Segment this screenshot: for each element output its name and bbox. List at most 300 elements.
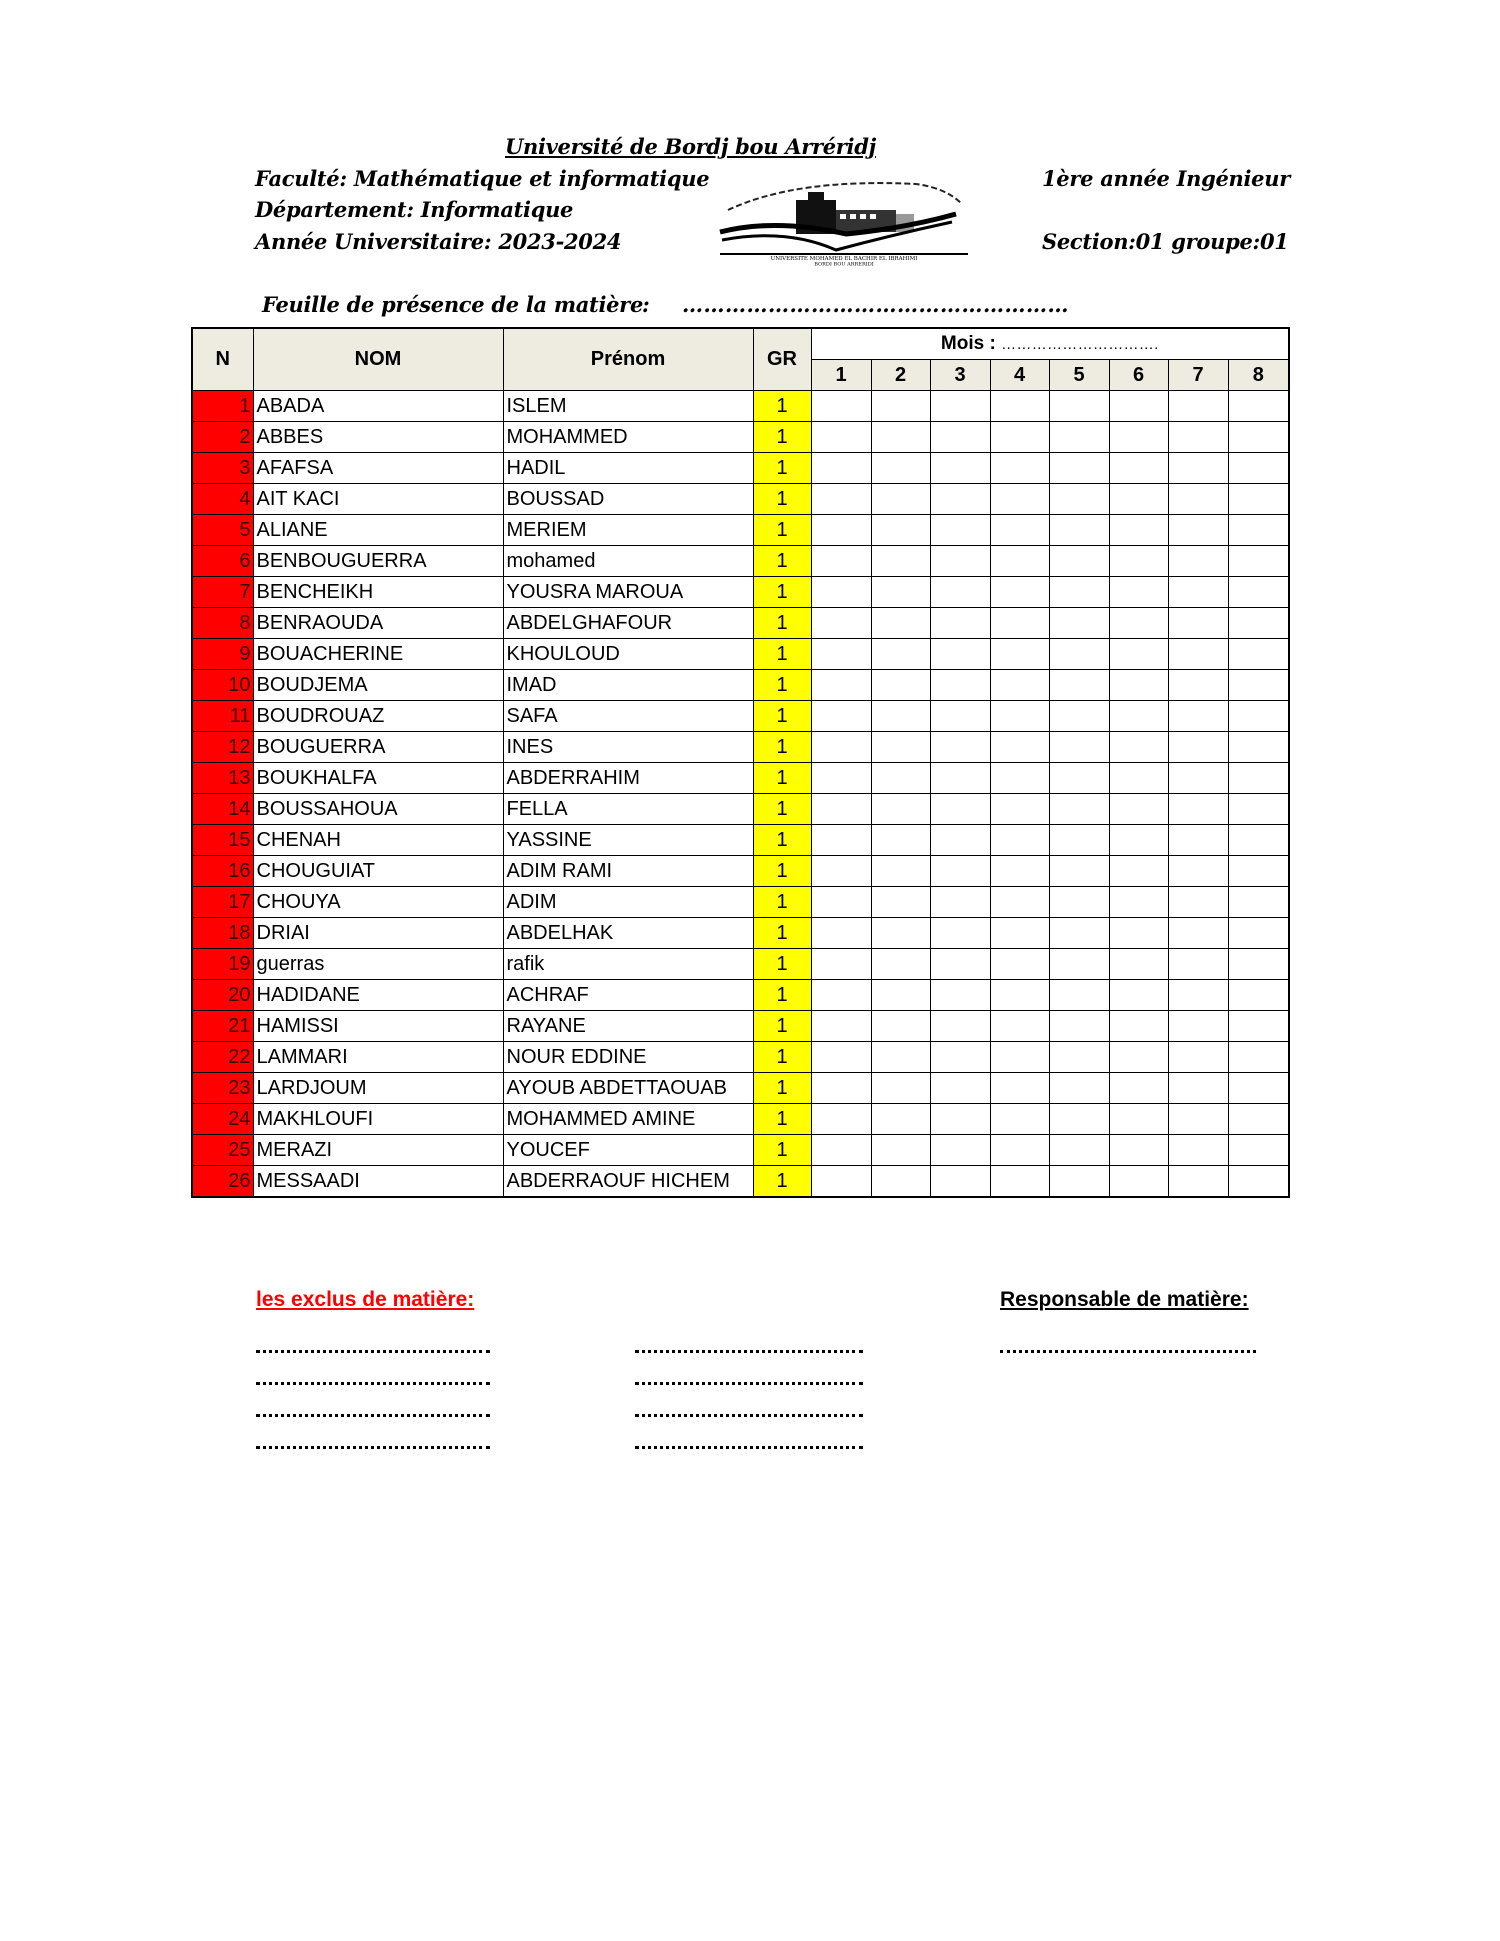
- attendance-cell-day-4[interactable]: [990, 1042, 1049, 1073]
- attendance-cell-day-2[interactable]: [871, 484, 930, 515]
- attendance-cell-day-5[interactable]: [1049, 980, 1109, 1011]
- table-row: [192, 1042, 1289, 1073]
- attendance-cell-day-6[interactable]: [1109, 825, 1168, 856]
- attendance-cell-day-3[interactable]: [930, 670, 990, 701]
- attendance-cell-day-7[interactable]: [1168, 1104, 1228, 1135]
- attendance-cell-day-2[interactable]: [871, 763, 930, 794]
- responsible-heading: Responsable de matière:: [1000, 1288, 1249, 1311]
- attendance-cell-day-1[interactable]: [811, 732, 871, 763]
- student-group: 1: [753, 546, 811, 577]
- attendance-cell-day-3[interactable]: [930, 1135, 990, 1166]
- attendance-cell-day-8[interactable]: [1228, 639, 1289, 670]
- table-row: [192, 608, 1289, 639]
- academic-year-label: Année Universitaire: 2023-2024: [255, 229, 622, 254]
- responsible-signature-line: [1000, 1350, 1256, 1353]
- excluded-blank-line-4: [256, 1446, 490, 1449]
- attendance-cell-day-4[interactable]: [990, 1011, 1049, 1042]
- attendance-cell-day-8[interactable]: [1228, 980, 1289, 1011]
- column-header-gr: GR: [753, 328, 811, 391]
- student-nom: guerras: [253, 949, 503, 980]
- attendance-cell-day-1[interactable]: [811, 701, 871, 732]
- student-nom: DRIAI: [253, 918, 503, 949]
- student-group: 1: [753, 391, 811, 422]
- attendance-cell-day-7[interactable]: [1168, 1042, 1228, 1073]
- attendance-cell-day-5[interactable]: [1049, 949, 1109, 980]
- department-label: Département: Informatique: [255, 197, 574, 222]
- attendance-cell-day-3[interactable]: [930, 887, 990, 918]
- attendance-cell-day-1[interactable]: [811, 856, 871, 887]
- day-header-4: 4: [990, 360, 1049, 391]
- attendance-cell-day-3[interactable]: [930, 980, 990, 1011]
- attendance-cell-day-8[interactable]: [1228, 825, 1289, 856]
- attendance-cell-day-2[interactable]: [871, 515, 930, 546]
- attendance-cell-day-6[interactable]: [1109, 701, 1168, 732]
- attendance-cell-day-3[interactable]: [930, 453, 990, 484]
- student-group: 1: [753, 1042, 811, 1073]
- attendance-cell-day-3[interactable]: [930, 918, 990, 949]
- attendance-cell-day-3[interactable]: [930, 763, 990, 794]
- table-row: [192, 577, 1289, 608]
- attendance-cell-day-1[interactable]: [811, 608, 871, 639]
- attendance-subject-line: [262, 292, 1069, 317]
- table-row: [192, 763, 1289, 794]
- attendance-cell-day-8[interactable]: [1228, 608, 1289, 639]
- student-group: 1: [753, 639, 811, 670]
- student-prenom: MOHAMMED AMINE: [503, 1104, 753, 1135]
- student-group: 1: [753, 1135, 811, 1166]
- table-row: [192, 825, 1289, 856]
- attendance-cell-day-1[interactable]: [811, 453, 871, 484]
- attendance-cell-day-6[interactable]: [1109, 639, 1168, 670]
- student-group: 1: [753, 453, 811, 484]
- attendance-cell-day-6[interactable]: [1109, 856, 1168, 887]
- attendance-cell-day-5[interactable]: [1049, 763, 1109, 794]
- attendance-cell-day-1[interactable]: [811, 980, 871, 1011]
- attendance-cell-day-1[interactable]: [811, 639, 871, 670]
- university-logo: [716, 170, 972, 266]
- table-row: [192, 670, 1289, 701]
- attendance-cell-day-8[interactable]: [1228, 1166, 1289, 1198]
- attendance-cell-day-7[interactable]: [1168, 825, 1228, 856]
- month-label: Mois :: [940, 333, 996, 354]
- attendance-cell-day-7[interactable]: [1168, 949, 1228, 980]
- student-group: 1: [753, 422, 811, 453]
- attendance-cell-day-6[interactable]: [1109, 794, 1168, 825]
- attendance-cell-day-8[interactable]: [1228, 732, 1289, 763]
- table-row: [192, 949, 1289, 980]
- excluded-blank-line-2: [256, 1382, 490, 1385]
- table-row: [192, 1011, 1289, 1042]
- attendance-cell-day-5[interactable]: [1049, 515, 1109, 546]
- attendance-cell-day-7[interactable]: [1168, 546, 1228, 577]
- attendance-cell-day-6[interactable]: [1109, 918, 1168, 949]
- student-prenom: ACHRAF: [503, 980, 753, 1011]
- attendance-cell-day-2[interactable]: [871, 1042, 930, 1073]
- attendance-cell-day-3[interactable]: [930, 639, 990, 670]
- attendance-cell-day-5[interactable]: [1049, 391, 1109, 422]
- attendance-cell-day-1[interactable]: [811, 577, 871, 608]
- attendance-cell-day-4[interactable]: [990, 577, 1049, 608]
- attendance-cell-day-5[interactable]: [1049, 1135, 1109, 1166]
- attendance-cell-day-4[interactable]: [990, 1135, 1049, 1166]
- row-number: 21: [192, 1011, 253, 1042]
- attendance-cell-day-5[interactable]: [1049, 670, 1109, 701]
- attendance-cell-day-8[interactable]: [1228, 453, 1289, 484]
- attendance-cell-day-3[interactable]: [930, 701, 990, 732]
- attendance-cell-day-4[interactable]: [990, 608, 1049, 639]
- table-row: [192, 1073, 1289, 1104]
- attendance-cell-day-2[interactable]: [871, 1011, 930, 1042]
- attendance-cell-day-4[interactable]: [990, 763, 1049, 794]
- attendance-cell-day-5[interactable]: [1049, 1042, 1109, 1073]
- attendance-cell-day-6[interactable]: [1109, 1073, 1168, 1104]
- student-nom: AIT KACI: [253, 484, 503, 515]
- attendance-cell-day-6[interactable]: [1109, 980, 1168, 1011]
- attendance-cell-day-4[interactable]: [990, 980, 1049, 1011]
- attendance-cell-day-8[interactable]: [1228, 1135, 1289, 1166]
- attendance-cell-day-8[interactable]: [1228, 484, 1289, 515]
- attendance-cell-day-7[interactable]: [1168, 794, 1228, 825]
- attendance-table: [191, 327, 1290, 1198]
- attendance-cell-day-6[interactable]: [1109, 453, 1168, 484]
- attendance-cell-day-5[interactable]: [1049, 732, 1109, 763]
- row-number: 26: [192, 1166, 253, 1198]
- attendance-cell-day-6[interactable]: [1109, 1135, 1168, 1166]
- attendance-cell-day-4[interactable]: [990, 887, 1049, 918]
- attendance-cell-day-5[interactable]: [1049, 577, 1109, 608]
- attendance-cell-day-2[interactable]: [871, 422, 930, 453]
- attendance-cell-day-6[interactable]: [1109, 670, 1168, 701]
- attendance-cell-day-6[interactable]: [1109, 577, 1168, 608]
- row-number: 18: [192, 918, 253, 949]
- attendance-cell-day-3[interactable]: [930, 1104, 990, 1135]
- table-row: [192, 794, 1289, 825]
- attendance-cell-day-1[interactable]: [811, 1042, 871, 1073]
- student-prenom: ABDERRAHIM: [503, 763, 753, 794]
- attendance-cell-day-3[interactable]: [930, 1042, 990, 1073]
- attendance-cell-day-3[interactable]: [930, 1011, 990, 1042]
- attendance-cell-day-2[interactable]: [871, 980, 930, 1011]
- student-prenom: rafik: [503, 949, 753, 980]
- attendance-cell-day-1[interactable]: [811, 763, 871, 794]
- attendance-cell-day-3[interactable]: [930, 1166, 990, 1198]
- attendance-cell-day-3[interactable]: [930, 484, 990, 515]
- attendance-cell-day-2[interactable]: [871, 577, 930, 608]
- attendance-cell-day-8[interactable]: [1228, 887, 1289, 918]
- attendance-cell-day-3[interactable]: [930, 732, 990, 763]
- attendance-cell-day-7[interactable]: [1168, 701, 1228, 732]
- university-logo-icon: [716, 170, 972, 266]
- month-header: [811, 328, 1289, 360]
- attendance-cell-day-2[interactable]: [871, 918, 930, 949]
- attendance-cell-day-4[interactable]: [990, 856, 1049, 887]
- attendance-cell-day-7[interactable]: [1168, 453, 1228, 484]
- day-header-7: 7: [1168, 360, 1228, 391]
- attendance-cell-day-5[interactable]: [1049, 1011, 1109, 1042]
- excluded-heading: les exclus de matière:: [256, 1288, 475, 1311]
- attendance-cell-day-3[interactable]: [930, 391, 990, 422]
- attendance-cell-day-2[interactable]: [871, 1073, 930, 1104]
- attendance-cell-day-1[interactable]: [811, 515, 871, 546]
- attendance-cell-day-4[interactable]: [990, 701, 1049, 732]
- attendance-cell-day-4[interactable]: [990, 1104, 1049, 1135]
- attendance-cell-day-7[interactable]: [1168, 887, 1228, 918]
- attendance-cell-day-7[interactable]: [1168, 484, 1228, 515]
- attendance-cell-day-1[interactable]: [811, 1104, 871, 1135]
- attendance-cell-day-4[interactable]: [990, 825, 1049, 856]
- attendance-cell-day-3[interactable]: [930, 794, 990, 825]
- attendance-label: Feuille de présence de la matière: [262, 292, 644, 317]
- row-number: 8: [192, 608, 253, 639]
- attendance-cell-day-1[interactable]: [811, 1166, 871, 1198]
- student-nom: MAKHLOUFI: [253, 1104, 503, 1135]
- attendance-cell-day-8[interactable]: [1228, 1104, 1289, 1135]
- day-header-8: 8: [1228, 360, 1289, 391]
- faculty-label: Faculté: Mathématique et informatique: [255, 166, 710, 191]
- university-title: Université de Bordj bou Arréridj: [505, 134, 876, 159]
- subject-blank-field: ………………………………………………: [682, 292, 1069, 317]
- attendance-cell-day-6[interactable]: [1109, 887, 1168, 918]
- student-nom: CHENAH: [253, 825, 503, 856]
- student-group: 1: [753, 949, 811, 980]
- attendance-cell-day-4[interactable]: [990, 515, 1049, 546]
- attendance-cell-day-2[interactable]: [871, 732, 930, 763]
- attendance-cell-day-2[interactable]: [871, 391, 930, 422]
- attendance-cell-day-2[interactable]: [871, 608, 930, 639]
- attendance-cell-day-4[interactable]: [990, 639, 1049, 670]
- row-number: 5: [192, 515, 253, 546]
- attendance-cell-day-7[interactable]: [1168, 763, 1228, 794]
- attendance-cell-day-2[interactable]: [871, 1104, 930, 1135]
- student-group: 1: [753, 670, 811, 701]
- attendance-cell-day-4[interactable]: [990, 453, 1049, 484]
- student-prenom: ISLEM: [503, 391, 753, 422]
- attendance-cell-day-8[interactable]: [1228, 1073, 1289, 1104]
- attendance-cell-day-6[interactable]: [1109, 1166, 1168, 1198]
- attendance-cell-day-4[interactable]: [990, 949, 1049, 980]
- table-row: [192, 980, 1289, 1011]
- attendance-cell-day-8[interactable]: [1228, 515, 1289, 546]
- attendance-cell-day-2[interactable]: [871, 546, 930, 577]
- attendance-cell-day-2[interactable]: [871, 949, 930, 980]
- attendance-cell-day-6[interactable]: [1109, 763, 1168, 794]
- attendance-cell-day-4[interactable]: [990, 546, 1049, 577]
- attendance-cell-day-7[interactable]: [1168, 515, 1228, 546]
- attendance-cell-day-4[interactable]: [990, 422, 1049, 453]
- student-group: 1: [753, 1073, 811, 1104]
- attendance-cell-day-4[interactable]: [990, 670, 1049, 701]
- attendance-cell-day-6[interactable]: [1109, 422, 1168, 453]
- attendance-cell-day-4[interactable]: [990, 732, 1049, 763]
- attendance-cell-day-2[interactable]: [871, 701, 930, 732]
- attendance-cell-day-1[interactable]: [811, 949, 871, 980]
- table-row: [192, 391, 1289, 422]
- attendance-cell-day-8[interactable]: [1228, 949, 1289, 980]
- attendance-cell-day-6[interactable]: [1109, 949, 1168, 980]
- attendance-cell-day-2[interactable]: [871, 1135, 930, 1166]
- attendance-cell-day-6[interactable]: [1109, 732, 1168, 763]
- student-group: 1: [753, 825, 811, 856]
- attendance-cell-day-7[interactable]: [1168, 422, 1228, 453]
- attendance-cell-day-8[interactable]: [1228, 1042, 1289, 1073]
- attendance-cell-day-2[interactable]: [871, 453, 930, 484]
- student-prenom: NOUR EDDINE: [503, 1042, 753, 1073]
- attendance-cell-day-6[interactable]: [1109, 546, 1168, 577]
- student-nom: MERAZI: [253, 1135, 503, 1166]
- attendance-cell-day-1[interactable]: [811, 1011, 871, 1042]
- day-header-6: 6: [1109, 360, 1168, 391]
- attendance-cell-day-7[interactable]: [1168, 1073, 1228, 1104]
- attendance-cell-day-4[interactable]: [990, 391, 1049, 422]
- student-prenom: mohamed: [503, 546, 753, 577]
- row-number: 4: [192, 484, 253, 515]
- attendance-cell-day-7[interactable]: [1168, 918, 1228, 949]
- student-prenom: BOUSSAD: [503, 484, 753, 515]
- student-group: 1: [753, 794, 811, 825]
- attendance-cell-day-7[interactable]: [1168, 608, 1228, 639]
- attendance-cell-day-1[interactable]: [811, 794, 871, 825]
- attendance-cell-day-1[interactable]: [811, 422, 871, 453]
- attendance-cell-day-8[interactable]: [1228, 701, 1289, 732]
- attendance-cell-day-1[interactable]: [811, 484, 871, 515]
- attendance-cell-day-4[interactable]: [990, 1073, 1049, 1104]
- attendance-cell-day-7[interactable]: [1168, 639, 1228, 670]
- attendance-cell-day-8[interactable]: [1228, 918, 1289, 949]
- attendance-cell-day-5[interactable]: [1049, 484, 1109, 515]
- attendance-cell-day-2[interactable]: [871, 794, 930, 825]
- attendance-cell-day-6[interactable]: [1109, 608, 1168, 639]
- row-number: 2: [192, 422, 253, 453]
- row-number: 20: [192, 980, 253, 1011]
- attendance-cell-day-1[interactable]: [811, 825, 871, 856]
- attendance-cell-day-8[interactable]: [1228, 577, 1289, 608]
- attendance-cell-day-4[interactable]: [990, 918, 1049, 949]
- student-group: 1: [753, 484, 811, 515]
- attendance-cell-day-5[interactable]: [1049, 794, 1109, 825]
- attendance-cell-day-1[interactable]: [811, 918, 871, 949]
- attendance-cell-day-2[interactable]: [871, 1166, 930, 1198]
- attendance-cell-day-6[interactable]: [1109, 515, 1168, 546]
- table-row: [192, 453, 1289, 484]
- attendance-cell-day-5[interactable]: [1049, 856, 1109, 887]
- attendance-cell-day-7[interactable]: [1168, 856, 1228, 887]
- attendance-cell-day-7[interactable]: [1168, 391, 1228, 422]
- attendance-cell-day-7[interactable]: [1168, 732, 1228, 763]
- attendance-cell-day-3[interactable]: [930, 856, 990, 887]
- attendance-cell-day-5[interactable]: [1049, 701, 1109, 732]
- attendance-cell-day-7[interactable]: [1168, 1135, 1228, 1166]
- attendance-cell-day-3[interactable]: [930, 949, 990, 980]
- student-group: 1: [753, 701, 811, 732]
- student-prenom: MOHAMMED: [503, 422, 753, 453]
- student-prenom: RAYANE: [503, 1011, 753, 1042]
- row-number: 3: [192, 453, 253, 484]
- attendance-cell-day-3[interactable]: [930, 825, 990, 856]
- attendance-cell-day-5[interactable]: [1049, 639, 1109, 670]
- attendance-cell-day-3[interactable]: [930, 1073, 990, 1104]
- student-nom: BOUACHERINE: [253, 639, 503, 670]
- attendance-cell-day-8[interactable]: [1228, 422, 1289, 453]
- attendance-cell-day-6[interactable]: [1109, 391, 1168, 422]
- attendance-cell-day-8[interactable]: [1228, 391, 1289, 422]
- attendance-cell-day-8[interactable]: [1228, 546, 1289, 577]
- attendance-cell-day-1[interactable]: [811, 1135, 871, 1166]
- student-group: 1: [753, 887, 811, 918]
- svg-text:UNIVERSITE MOHAMED EL BACHIR E: UNIVERSITE MOHAMED EL BACHIR EL IBRAHIMI: [770, 256, 918, 262]
- student-nom: CHOUYA: [253, 887, 503, 918]
- attendance-cell-day-6[interactable]: [1109, 1011, 1168, 1042]
- student-prenom: ABDELGHAFOUR: [503, 608, 753, 639]
- row-number: 19: [192, 949, 253, 980]
- attendance-cell-day-1[interactable]: [811, 1073, 871, 1104]
- student-nom: BOUSSAHOUA: [253, 794, 503, 825]
- attendance-cell-day-7[interactable]: [1168, 670, 1228, 701]
- attendance-cell-day-2[interactable]: [871, 670, 930, 701]
- attendance-cell-day-8[interactable]: [1228, 1011, 1289, 1042]
- student-prenom: IMAD: [503, 670, 753, 701]
- attendance-cell-day-1[interactable]: [811, 887, 871, 918]
- attendance-cell-day-3[interactable]: [930, 515, 990, 546]
- attendance-cell-day-8[interactable]: [1228, 763, 1289, 794]
- row-number: 1: [192, 391, 253, 422]
- attendance-cell-day-7[interactable]: [1168, 980, 1228, 1011]
- student-group: 1: [753, 515, 811, 546]
- attendance-cell-day-6[interactable]: [1109, 1042, 1168, 1073]
- student-prenom: FELLA: [503, 794, 753, 825]
- attendance-cell-day-8[interactable]: [1228, 670, 1289, 701]
- student-group: 1: [753, 608, 811, 639]
- attendance-cell-day-5[interactable]: [1049, 825, 1109, 856]
- attendance-cell-day-3[interactable]: [930, 608, 990, 639]
- attendance-cell-day-1[interactable]: [811, 546, 871, 577]
- attendance-cell-day-2[interactable]: [871, 856, 930, 887]
- attendance-cell-day-5[interactable]: [1049, 546, 1109, 577]
- attendance-cell-day-5[interactable]: [1049, 1104, 1109, 1135]
- attendance-cell-day-2[interactable]: [871, 825, 930, 856]
- attendance-cell-day-7[interactable]: [1168, 1011, 1228, 1042]
- attendance-cell-day-3[interactable]: [930, 546, 990, 577]
- student-prenom: ABDERRAOUF HICHEM: [503, 1166, 753, 1198]
- attendance-cell-day-7[interactable]: [1168, 1166, 1228, 1198]
- attendance-cell-day-3[interactable]: [930, 577, 990, 608]
- table-row: [192, 639, 1289, 670]
- attendance-cell-day-4[interactable]: [990, 794, 1049, 825]
- day-header-2: 2: [871, 360, 930, 391]
- attendance-cell-day-5[interactable]: [1049, 918, 1109, 949]
- attendance-cell-day-6[interactable]: [1109, 484, 1168, 515]
- attendance-cell-day-2[interactable]: [871, 639, 930, 670]
- attendance-cell-day-5[interactable]: [1049, 887, 1109, 918]
- attendance-cell-day-3[interactable]: [930, 422, 990, 453]
- attendance-cell-day-5[interactable]: [1049, 1166, 1109, 1198]
- attendance-cell-day-7[interactable]: [1168, 577, 1228, 608]
- attendance-cell-day-1[interactable]: [811, 670, 871, 701]
- attendance-cell-day-5[interactable]: [1049, 422, 1109, 453]
- excluded-blank-line-6: [635, 1382, 863, 1385]
- attendance-cell-day-4[interactable]: [990, 484, 1049, 515]
- attendance-cell-day-5[interactable]: [1049, 453, 1109, 484]
- attendance-cell-day-5[interactable]: [1049, 608, 1109, 639]
- attendance-cell-day-4[interactable]: [990, 1166, 1049, 1198]
- attendance-cell-day-5[interactable]: [1049, 1073, 1109, 1104]
- attendance-cell-day-8[interactable]: [1228, 794, 1289, 825]
- attendance-cell-day-8[interactable]: [1228, 856, 1289, 887]
- svg-text:BORDJ BOU ARRERIDJ: BORDJ BOU ARRERIDJ: [814, 261, 874, 266]
- attendance-cell-day-1[interactable]: [811, 391, 871, 422]
- attendance-cell-day-6[interactable]: [1109, 1104, 1168, 1135]
- table-row: [192, 856, 1289, 887]
- attendance-cell-day-2[interactable]: [871, 887, 930, 918]
